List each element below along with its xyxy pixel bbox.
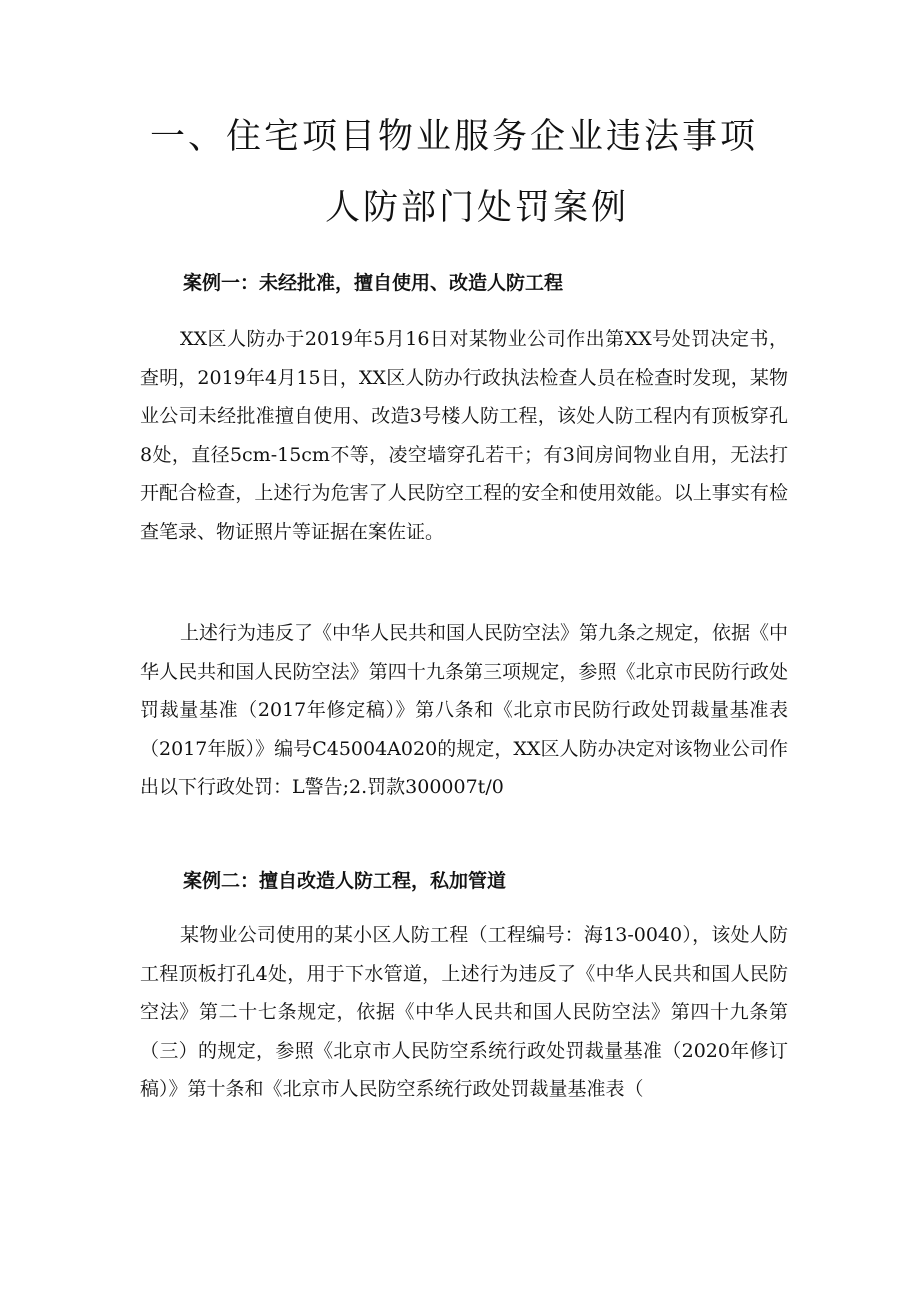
document-title-line-1: 一、住宅项目物业服务企业违法事项 <box>150 117 759 157</box>
case-1-heading: 案例一：未经批准，擅自使用、改造人防工程 <box>183 272 564 294</box>
case-2-heading: 案例二：擅自改造人防工程，私加管道 <box>183 870 507 892</box>
case-1-paragraph-2: 上述行为违反了《中华人民共和国人民防空法》第九条之规定，依据《中华人民共和国人民防空法》第四十九条第三项规定，参照《北京市民防行政处罚裁量基准（2017年修定稿）》第八条和《北京市民防行政处罚裁量基准表（2017年版）》编号C45004A020的规定，XX区人防办决定对该物业公司作出以下行政处罚：L警告;2.罚款300007t/0 <box>140 622 789 798</box>
case-2-paragraph-1: 某物业公司使用的某小区人防工程（工程编号：海13-0040），该处人防工程顶板打孔4处，用于下水管道，上述行为违反了《中华人民共和国人民防空法》第二十七条规定，依据《中华人民共和国人民防空法》第四十九条第（三）的规定，参照《北京市人民防空系统行政处罚裁量基准（2020年修订稿）》第十条和《北京市人民防空系统行政处罚裁量基准表（ <box>140 924 788 1100</box>
document-title-line-2: 人防部门处罚案例 <box>325 188 630 228</box>
case-1-paragraph-1: XX区人防办于2019年5月16日对某物业公司作出第XX号处罚决定书，查明，2019年4月15日，XX区人防办行政执法检查人员在检查时发现，某物业公司未经批准擅自使用、改造3号楼人防工程，该处人防工程内有顶板穿孔8处，直径5cm-15cm不等，凌空墙穿孔若干；有3间房间物业自用，无法打开配合检查，上述行为危害了人民防空工程的安全和使用效能。以上事实有检查笔录、物证照片等证据在案佐证。 <box>140 328 788 543</box>
